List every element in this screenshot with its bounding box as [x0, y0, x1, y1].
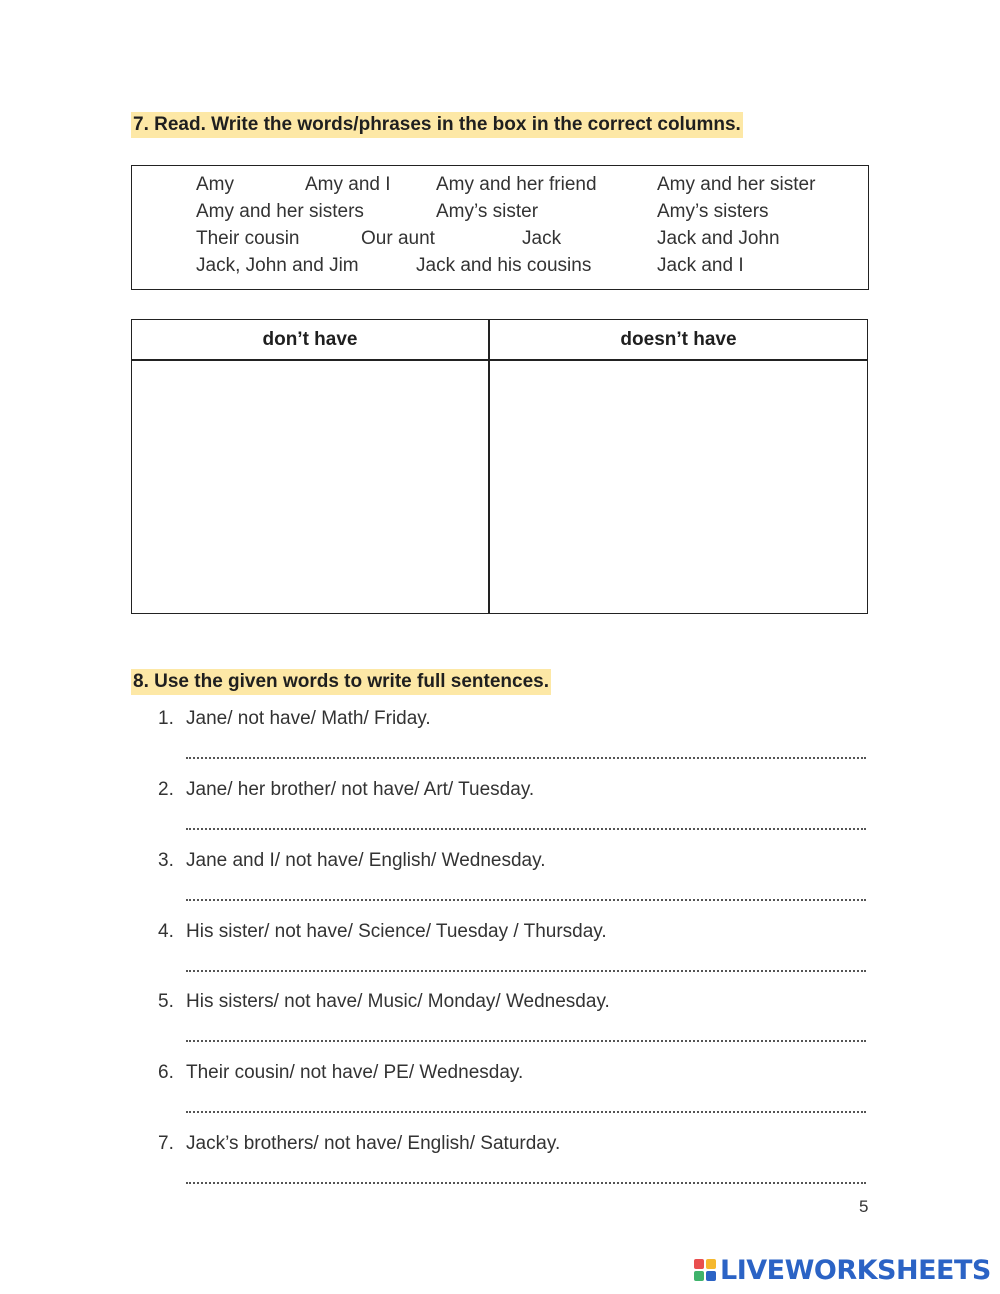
- word-item: Amy and her sisters: [196, 201, 364, 222]
- word-item: Amy: [196, 174, 234, 195]
- item-prompt: Jane/ not have/ Math/ Friday.: [186, 708, 431, 729]
- item-prompt: His sisters/ not have/ Music/ Monday/ Wednesday.: [186, 991, 610, 1012]
- exercise-item: [158, 708, 868, 770]
- item-prompt: Jane and I/ not have/ English/ Wednesday.: [186, 850, 546, 871]
- item-number: 5.: [158, 991, 174, 1012]
- word-item: Jack: [522, 228, 562, 249]
- column-header-dont-have: don’t have: [262, 329, 358, 350]
- word-item: Jack and John: [657, 228, 780, 249]
- answer-line[interactable]: [186, 743, 866, 759]
- word-box: [131, 165, 869, 290]
- item-number: 3.: [158, 850, 174, 871]
- answer-line[interactable]: [186, 814, 866, 830]
- word-item: Amy and I: [305, 174, 391, 195]
- section-7-heading: 7. Read. Write the words/phrases in the box in the correct columns.: [131, 112, 743, 138]
- column-header-doesnt-have: doesn’t have: [620, 329, 737, 350]
- word-item: Amy and her sister: [657, 174, 816, 195]
- item-number: 4.: [158, 921, 174, 942]
- exercise-item: [158, 1062, 868, 1124]
- answer-line[interactable]: [186, 956, 866, 972]
- answer-line[interactable]: [186, 1097, 866, 1113]
- word-item: Jack and his cousins: [416, 255, 592, 276]
- answer-line[interactable]: [186, 1168, 866, 1184]
- word-item: Jack, John and Jim: [196, 255, 359, 276]
- logo-mark-icon: [694, 1259, 716, 1281]
- exercise-item: [158, 779, 868, 841]
- word-item: Their cousin: [196, 228, 300, 249]
- item-number: 7.: [158, 1133, 174, 1154]
- item-number: 2.: [158, 779, 174, 800]
- exercise-item: [158, 921, 868, 983]
- logo-text: LIVEWORKSHEETS: [720, 1254, 991, 1286]
- exercise-item: [158, 850, 868, 912]
- page-number: 5: [859, 1197, 869, 1216]
- item-prompt: Their cousin/ not have/ PE/ Wednesday.: [186, 1062, 524, 1083]
- item-prompt: Jack’s brothers/ not have/ English/ Saturday.: [186, 1133, 561, 1154]
- word-item: Our aunt: [361, 228, 435, 249]
- exercise-item: [158, 1133, 868, 1195]
- word-item: Amy and her friend: [436, 174, 597, 195]
- exercise-item: [158, 991, 868, 1053]
- doesnt-have-answer-cell[interactable]: [490, 361, 867, 613]
- liveworksheets-logo: [694, 1252, 991, 1288]
- word-item: Jack and I: [657, 255, 744, 276]
- sorting-table: [131, 319, 868, 614]
- item-number: 6.: [158, 1062, 174, 1083]
- item-prompt: Jane/ her brother/ not have/ Art/ Tuesday.: [186, 779, 535, 800]
- item-prompt: His sister/ not have/ Science/ Tuesday / Thursday.: [186, 921, 607, 942]
- word-item: Amy’s sister: [436, 201, 539, 222]
- word-item: Amy’s sisters: [657, 201, 769, 222]
- answer-line[interactable]: [186, 1026, 866, 1042]
- dont-have-answer-cell[interactable]: [132, 361, 488, 613]
- answer-line[interactable]: [186, 885, 866, 901]
- section-8-heading: 8. Use the given words to write full sentences.: [131, 669, 551, 695]
- item-number: 1.: [158, 708, 174, 729]
